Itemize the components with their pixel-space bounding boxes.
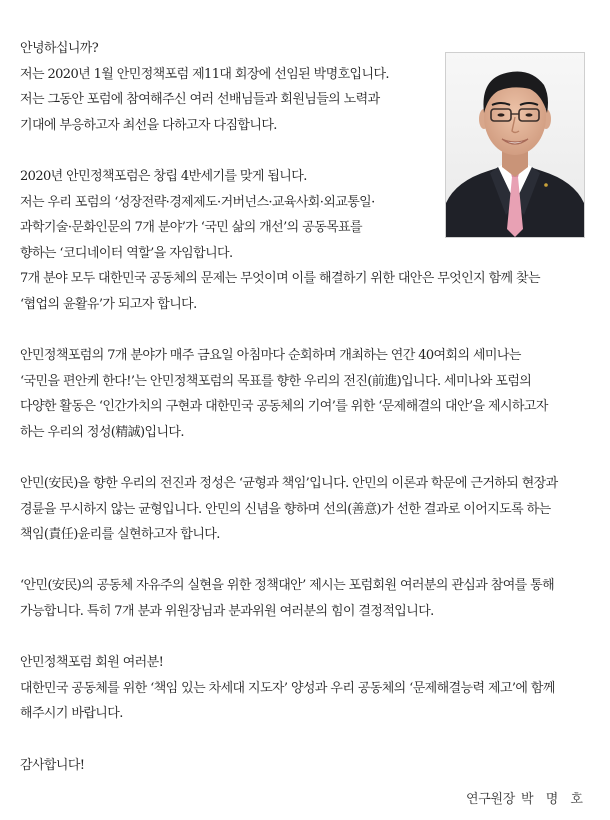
text-line: 해주시기 바랍니다. (20, 706, 123, 722)
paragraph-gap (20, 625, 605, 651)
text-line: 경륜을 무시하지 않는 균형입니다. 안민의 신념을 향하며 선의(善意)가 선한 결과로 이어지도록 하는 (20, 501, 551, 517)
text-line: 책임(責任)윤리를 실현하고자 합니다. (20, 527, 220, 543)
paragraph (20, 343, 605, 445)
paragraph-gap (20, 446, 605, 472)
author-photo (445, 52, 585, 238)
signature (466, 788, 587, 807)
paragraph (20, 573, 605, 624)
text-line: 과학기술·문화인문의 7개 분야’가 ‘국민 삶의 개선’의 공동목표를 (20, 220, 362, 236)
text-line: 안녕하십니까? (20, 41, 99, 56)
text-line: 감사합니다! (20, 757, 85, 773)
text-line: 저는 우리 포럼의 ‘성장전략·경제제도·거버넌스·교육사회·외교통일· (20, 194, 375, 210)
paragraph-gap (20, 548, 605, 574)
text-line: 안민(安民)을 향한 우리의 전진과 정성은 ‘균형과 책임’입니다. 안민의 이론과 학문에 근거하되 현장과 (20, 476, 558, 492)
text-line: 7개 분야 모두 대한민국 공동체의 문제는 무엇이며 이를 해결하기 위한 대안은 무엇인지 함께 찾는 (20, 271, 540, 287)
signature-name: 박 명 호 (521, 792, 587, 807)
paragraph (20, 471, 605, 548)
text-line: 기대에 부응하고자 최선을 다하고자 다짐합니다. (20, 117, 277, 133)
text-line: 가능합니다. 특히 7개 분과 위원장님과 분과위원 여러분의 힘이 결정적입니다. (20, 604, 434, 620)
text-line: 다양한 활동은 ‘인간가치의 구현과 대한민국 공동체의 기여’를 위한 ‘문제해결의 대안’을 제시하고자 (20, 399, 548, 415)
text-line: ‘국민을 편안케 한다!’는 안민정책포럼의 목표를 향한 우리의 전진(前進)입니다. 세미나와 포럼의 (20, 373, 532, 389)
text-line: 향하는 ‘코디네이터 역할’을 자임합니다. (20, 245, 233, 261)
text-line: ‘안민(安民)의 공동체 자유주의 실현을 위한 정책대안’ 제시는 포럼회원 여러분의 관심과 참여를 통해 (20, 578, 555, 594)
portrait-icon (446, 53, 584, 237)
text-line: 저는 2020년 1월 안민정책포럼 제11대 회장에 선임된 박명호입니다. (20, 66, 389, 82)
paragraph-gap (20, 727, 605, 753)
paragraph (20, 753, 605, 779)
text-line: 저는 그동안 포럼에 참여해주신 여러 선배님들과 회원님들의 노력과 (20, 92, 380, 108)
signature-title: 연구원장 (466, 792, 516, 807)
text-line: 2020년 안민정책포럼은 창립 4반세기를 맞게 됩니다. (20, 168, 307, 184)
paragraph (20, 650, 605, 727)
text-line: ‘협업의 윤활유’가 되고자 합니다. (20, 296, 197, 312)
text-line: 안민정책포럼 회원 여러분! (20, 655, 164, 671)
paragraph-gap (20, 318, 605, 344)
text-line: 안민정책포럼의 7개 분야가 매주 금요일 아침마다 순회하며 개최하는 연간 40여회의 세미나는 (20, 348, 521, 364)
text-line: 하는 우리의 정성(精誠)입니다. (20, 424, 184, 440)
text-line: 대한민국 공동체를 위한 ‘책임 있는 차세대 지도자’ 양성과 우리 공동체의 ‘문제해결능력 제고’에 함께 (20, 680, 555, 696)
